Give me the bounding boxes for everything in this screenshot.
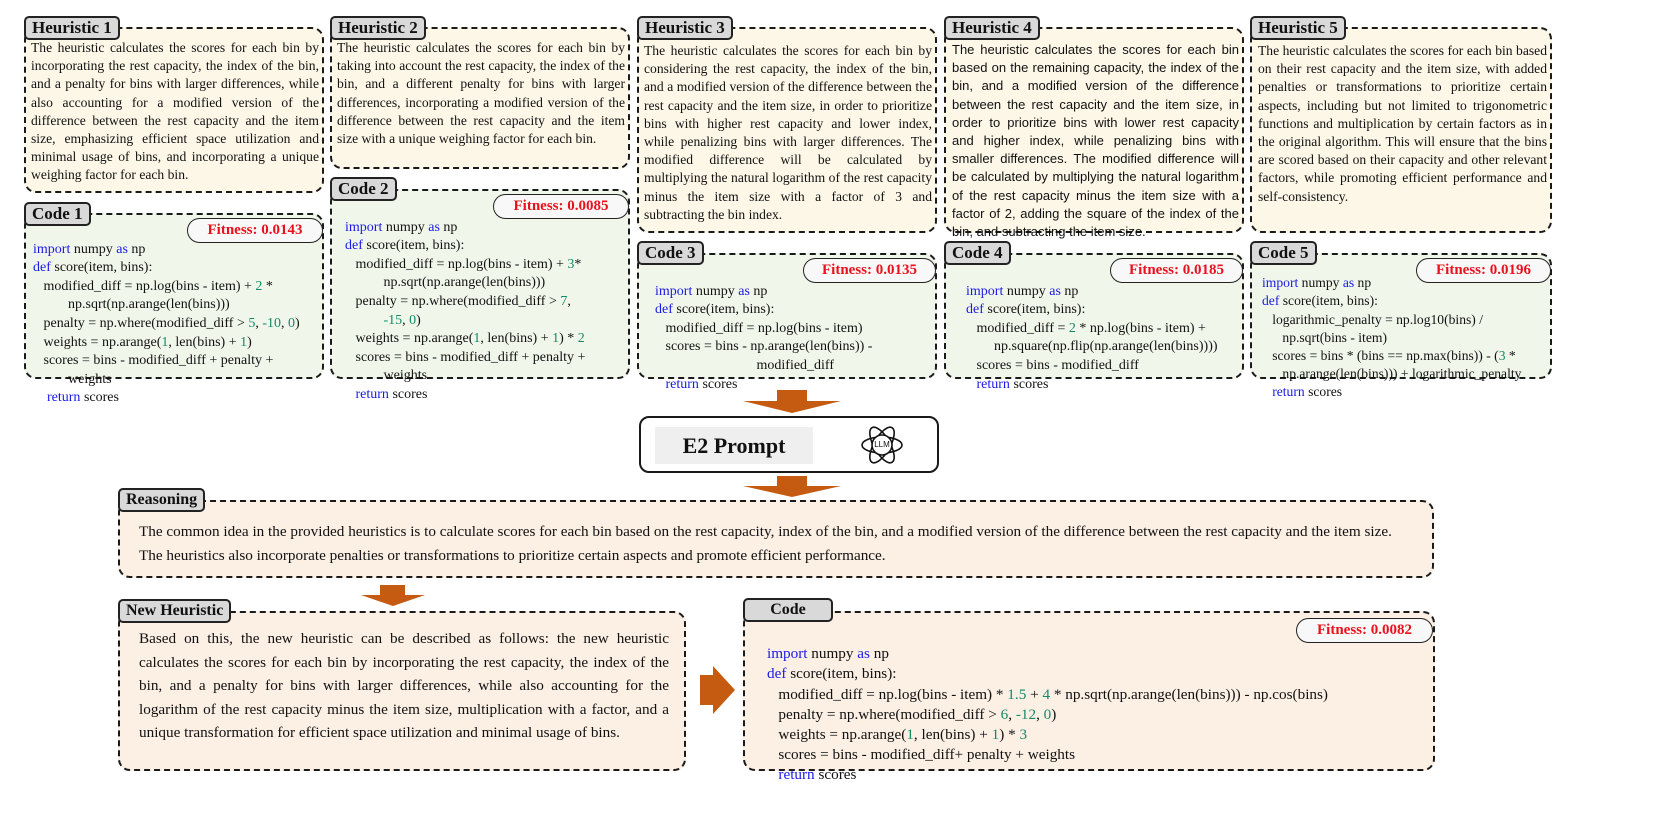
- code-line: -15, 0): [383, 312, 421, 328]
- code-line: return scores: [665, 376, 738, 392]
- heuristic-1-text: The heuristic calculates the scores for each bin by incorporating the rest capacity, the index of the bin, and a penalty for bins with larger differences, while also accounting for a modified version of the difference between the rest capacity and the item size, emphasizing efficient space utilization and minimal usage of bins, and incorporating a unique weighing factor for each bin.: [31, 40, 319, 183]
- code-line: penalty = np.where(modified_diff > 6, -12, 0): [767, 705, 1057, 723]
- code-1-tag: Code 1: [24, 202, 91, 226]
- heuristic-2-text: The heuristic calculates the scores for each bin by taking into account the rest capacity, the index of the bin, and a different penalty for bins with larger differences, incorporating a modified version of the difference between the rest capacity and the item size with a unique weighing factor for each bin.: [337, 40, 625, 147]
- code-line: scores = bins * (bins == np.max(bins)) - (3 *: [1262, 348, 1516, 364]
- code-line: import numpy as np: [33, 241, 146, 257]
- code-line: scores = bins - np.arange(len(bins)) -: [655, 339, 873, 355]
- code-line: weights: [33, 371, 112, 387]
- code-line: modified_diff = np.log(bins - item) + 2 *: [33, 278, 273, 294]
- code-line: import numpy as np: [345, 219, 458, 235]
- code-line: def score(item, bins):: [33, 260, 153, 276]
- code-5-tag: Code 5: [1250, 241, 1317, 265]
- code-line: modified_diff = 2 * np.log(bins - item) +: [966, 320, 1206, 336]
- code-line: return scores: [976, 376, 1049, 392]
- code-1-code: [33, 222, 300, 445]
- code-line: def score(item, bins):: [767, 665, 897, 683]
- code-line: modified_diff: [655, 357, 835, 373]
- e2-prompt-box: [639, 416, 939, 473]
- reasoning-text: The common idea in the provided heuristics is to calculate scores for each bin based on the rest capacity, index of the bin, and a modified version of the difference between the rest capacity and the item size. The heuristics also incorporate penalties or transformations to prioritize certain aspects and promote efficient performance.: [139, 523, 1392, 564]
- code-line: return scores: [1272, 384, 1343, 400]
- code-3-tag: Code 3: [637, 241, 704, 265]
- code-line: import numpy as np: [767, 645, 889, 663]
- code-line: def score(item, bins):: [345, 238, 465, 254]
- code-line: np.sqrt(bins - item): [1262, 329, 1387, 345]
- code-2-fitness-badge: Fitness: 0.0085: [493, 194, 629, 219]
- code-3-fitness-badge: Fitness: 0.0135: [803, 258, 936, 283]
- heuristic-5-text: The heuristic calculates the scores for each bin based on their rest capacity and the item size, with added penalties or transformations to prioritize certain aspects, including but not limited to trigonometric functions and multiplication by certain factors as in the original algorithm. This will ensure that the bins are scored based on their capacity and other relevant factors, while promoting efficient performance and self-consistency.: [1258, 43, 1547, 204]
- code-5-fitness-badge: Fitness: 0.0196: [1416, 258, 1551, 283]
- code-line: np.square(np.flip(np.arange(len(bins)))): [966, 339, 1218, 355]
- code-line: penalty = np.where(modified_diff > 5, -10, 0): [33, 315, 300, 331]
- heuristic-2-tag: Heuristic 2: [330, 16, 426, 40]
- code-line: modified_diff = np.log(bins - item): [655, 320, 863, 336]
- code-line: weights = np.arange(1, len(bins) + 1) * 2: [345, 331, 585, 347]
- heuristic-3-text: The heuristic calculates the scores for each bin by considering the rest capacity, the index of the bin, and a modified version of the difference between the rest capacity and the item size, in order to prioritize bins with higher rest capacity and lower index, while penalizing bins with larger differences. The modified difference will be calculated by multiplying the natural logarithm of the rest capacity minus the item size with a factor of 3 and subtracting the bin index.: [644, 43, 932, 222]
- llm-label: LLM: [874, 440, 890, 449]
- heuristic-1-tag: Heuristic 1: [24, 16, 120, 40]
- new-heuristic-tag: New Heuristic: [118, 599, 231, 623]
- code-line: scores = bins - modified_diff+ penalty + weights: [767, 746, 1076, 764]
- new-code-fitness-badge: Fitness: 0.0082: [1296, 618, 1433, 643]
- new-code-tag: Code: [743, 598, 833, 622]
- code-line: return scores: [355, 386, 428, 402]
- llm-atom-icon: [859, 422, 905, 468]
- code-line: scores = bins - modified_diff: [966, 357, 1139, 373]
- code-1-fitness-badge: Fitness: 0.0143: [187, 218, 323, 243]
- reasoning-tag: Reasoning: [118, 488, 205, 512]
- code-4-tag: Code 4: [944, 241, 1011, 265]
- new-code-code: [767, 624, 1328, 826]
- code-line: np.arange(len(bins))) + logarithmic_penalty: [1262, 366, 1522, 382]
- code-line: def score(item, bins):: [1262, 293, 1378, 309]
- code-line: modified_diff = np.log(bins - item) * 1.5 + 4 * np.sqrt(np.arange(len(bins))) - np.cos(bins): [767, 685, 1328, 703]
- heuristic-3-tag: Heuristic 3: [637, 16, 733, 40]
- code-line: return scores: [47, 390, 119, 406]
- code-line: scores = bins - modified_diff + penalty +: [33, 353, 274, 369]
- code-line: import numpy as np: [1262, 275, 1372, 291]
- code-line: scores = bins - modified_diff + penalty +: [345, 349, 586, 365]
- code-line: np.sqrt(np.arange(len(bins))): [33, 297, 230, 313]
- code-line: def score(item, bins):: [655, 302, 775, 318]
- code-line: return scores: [778, 766, 857, 784]
- heuristic-4-text: The heuristic calculates the scores for each bin based on the remaining capacity, the index of the bin, and a modified version of the difference between the rest capacity and the item size, in order to prioritize bins with lower rest capacity and higher index, while penalizing bins with smaller differences. The modified difference will be calculated by multiplying the natural logarithm of the rest capacity minus the item size with a factor of 2, adding the square of the index of the bin, and subtracting the item size.: [952, 42, 1239, 240]
- code-2-tag: Code 2: [330, 177, 397, 201]
- code-5-code: [1262, 256, 1521, 438]
- code-line: def score(item, bins):: [966, 302, 1086, 318]
- code-line: modified_diff = np.log(bins - item) + 3*: [345, 256, 582, 272]
- code-line: weights = np.arange(1, len(bins) + 1): [33, 334, 252, 350]
- code-line: weights: [345, 368, 428, 384]
- code-4-fitness-badge: Fitness: 0.0185: [1110, 258, 1243, 283]
- code-line: logarithmic_penalty = np.log10(bins) /: [1262, 311, 1483, 327]
- new-heuristic-text: Based on this, the new heuristic can be described as follows: the new heuristic calculates the scores for each bin by incorporating the rest capacity, the index of the bin, and a penalty for bins with larger differences, while also accounting for the logarithm of the rest capacity minus the item size, multiplication with a factor, and a unique transformation for efficient space utilization and minimal usage of bins.: [139, 630, 669, 741]
- code-4-code: [966, 264, 1218, 431]
- code-2-code: [345, 200, 585, 442]
- heuristic-4-tag: Heuristic 4: [944, 16, 1040, 40]
- code-line: import numpy as np: [655, 283, 768, 299]
- code-line: penalty = np.where(modified_diff > 7,: [345, 293, 571, 309]
- code-line: np.sqrt(np.arange(len(bins))): [345, 275, 546, 291]
- e2-prompt-label: E2 Prompt: [655, 427, 813, 464]
- heuristic-5-tag: Heuristic 5: [1250, 16, 1346, 40]
- code-line: import numpy as np: [966, 283, 1079, 299]
- code-line: weights = np.arange(1, len(bins) + 1) * 3: [767, 726, 1028, 744]
